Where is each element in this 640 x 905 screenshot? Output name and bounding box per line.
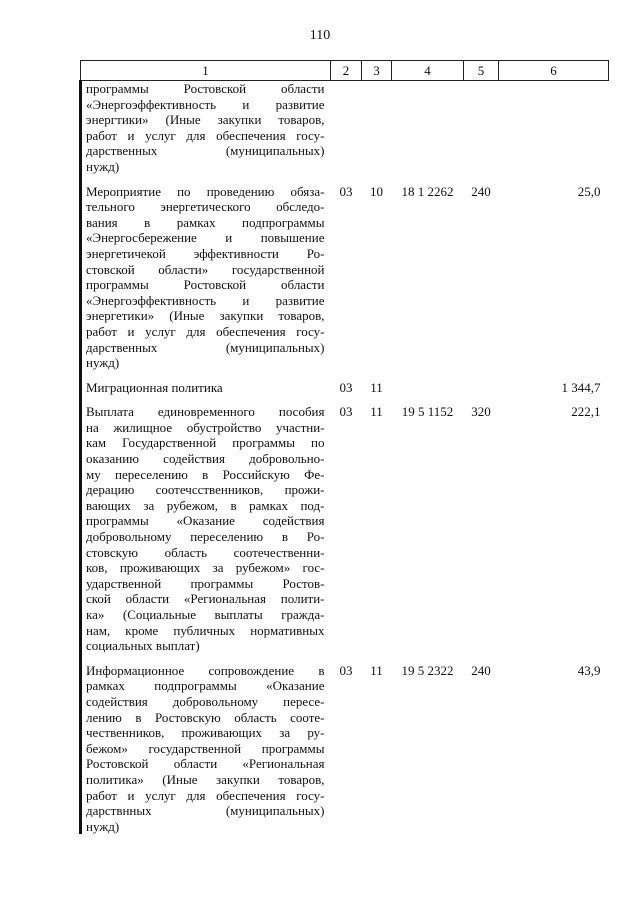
- description-line: дарственных (муниципальных): [86, 143, 325, 159]
- expense-type-code: 240: [471, 662, 491, 678]
- expense-type-code: 240: [471, 183, 491, 199]
- expense-type-code: [464, 81, 499, 175]
- description-line: «Энергоэффективность и развитие: [86, 96, 325, 112]
- target-article-code: 19 5 1152: [401, 404, 454, 420]
- description-line: нам, кроме публичных нормативных: [86, 622, 325, 638]
- description-line: Выплата единовременного пособия: [86, 404, 325, 420]
- description-line: дарствнных (муниципальных): [86, 803, 325, 819]
- target-article-code: [392, 371, 464, 396]
- header-col-1: 1: [81, 61, 331, 81]
- budget-table: [79, 60, 609, 834]
- description-line: программы Ростовской области: [86, 81, 325, 96]
- amount: 43,9: [577, 662, 601, 678]
- description-line: работ и услуг для обеспечения госу-: [86, 787, 325, 803]
- description-line: ударственной программы Ростов-: [86, 575, 325, 591]
- subsection-code: [362, 81, 392, 175]
- header-col-2: 2: [331, 61, 362, 81]
- description-line: тельного энергетического обследо-: [86, 199, 325, 215]
- section-code: [331, 81, 362, 175]
- target-article-code: 18 1 2262: [401, 183, 454, 199]
- description-line: политика» (Иные закупки товаров,: [86, 771, 325, 787]
- description-line: Информационное сопровождение в: [86, 662, 325, 678]
- description-line: лению в Ростовскую область соотe-: [86, 709, 325, 725]
- description-line: дарственных (муниципальных): [86, 339, 325, 355]
- description-line: вающих за рубежом, в рамках под-: [86, 497, 325, 513]
- description-line: дерацию соотечсственников, прожи-: [86, 482, 325, 498]
- description-line: программы «Оказание содействия: [86, 513, 325, 529]
- description-line: рамках подпрограммы «Оказание: [86, 678, 325, 694]
- table-body: [81, 81, 609, 835]
- amount: [499, 81, 609, 175]
- description-line: ков, проживающих за рубежом» гос-: [86, 560, 325, 576]
- amount: 25,0: [577, 183, 601, 199]
- section-code: 03: [339, 379, 353, 395]
- row-description: [81, 81, 331, 175]
- table-header-row: [81, 61, 609, 81]
- target-article-code: 19 5 2322: [401, 662, 454, 678]
- description-line: ка» (Социальные выплаты гражда-: [86, 607, 325, 622]
- table-row: [81, 654, 609, 835]
- table-row: [81, 371, 609, 396]
- description-line: Миграционная политика: [86, 379, 223, 395]
- row-description: [81, 175, 331, 371]
- description-line: нужд): [86, 158, 120, 174]
- description-line: чественников, проживающих за ру-: [86, 725, 325, 741]
- description-line: Мероприятие по проведению обяза-: [86, 183, 325, 199]
- description-line: оказанию содействия добровольно-: [86, 451, 325, 467]
- subsection-code: 11: [370, 379, 383, 395]
- section-code: 03: [339, 183, 353, 199]
- expense-type-code: 320: [471, 404, 491, 420]
- description-line: на жилищное обустройство участни-: [86, 419, 325, 435]
- description-line: стовской области» государственной: [86, 261, 325, 277]
- description-line: ской области «Региональная полити-: [86, 591, 325, 607]
- amount: 1 344,7: [561, 379, 601, 395]
- description-line: нужд): [86, 355, 120, 371]
- table-row: [81, 81, 609, 175]
- description-line: му переселению в Российскую Фе-: [86, 466, 325, 482]
- subsection-code: 11: [370, 404, 383, 420]
- description-line: энергетичекой эффективности Ро-: [86, 245, 325, 261]
- row-description: [81, 371, 331, 396]
- description-line: программы Ростовской области: [86, 277, 325, 293]
- description-line: работ и услуг для обеспечения госу-: [86, 127, 325, 143]
- row-description: [81, 395, 331, 654]
- section-code: 03: [339, 662, 353, 678]
- subsection-code: 11: [370, 662, 383, 678]
- header-col-4: 4: [392, 61, 464, 81]
- subsection-code: 10: [370, 183, 383, 199]
- amount: 222,1: [571, 404, 601, 420]
- table-row: [81, 175, 609, 371]
- description-line: энергтики» (Иные закупки товаров,: [86, 112, 325, 128]
- description-line: кам Государственной программы по: [86, 435, 325, 451]
- header-col-6: 6: [499, 61, 609, 81]
- description-line: социальных выплат): [86, 638, 200, 654]
- description-line: энергетики» (Иные закупки товаров,: [86, 308, 325, 324]
- description-line: «Энергосбережение и повышение: [86, 230, 325, 246]
- header-col-5: 5: [464, 61, 499, 81]
- section-code: 03: [339, 404, 353, 420]
- description-line: вания в рамках подпрограммы: [86, 214, 325, 230]
- page-number: 110: [309, 28, 331, 43]
- description-line: содействия добровольному пересе-: [86, 693, 325, 709]
- header-col-3: 3: [362, 61, 392, 81]
- description-line: добровольному переселению в Ро-: [86, 529, 325, 545]
- description-line: нужд): [86, 818, 120, 834]
- expense-type-code: [464, 371, 499, 396]
- description-line: «Энергоэффективность и развитие: [86, 292, 325, 308]
- table-row: [81, 395, 609, 654]
- description-line: стовскую область соотечественни-: [86, 544, 325, 560]
- description-line: Ростовской области «Региональная: [86, 756, 325, 772]
- row-description: [81, 654, 331, 835]
- description-line: работ и услуг для обеспечения госу-: [86, 323, 325, 339]
- target-article-code: [392, 81, 464, 175]
- description-line: бежом» государственной программы: [86, 740, 325, 756]
